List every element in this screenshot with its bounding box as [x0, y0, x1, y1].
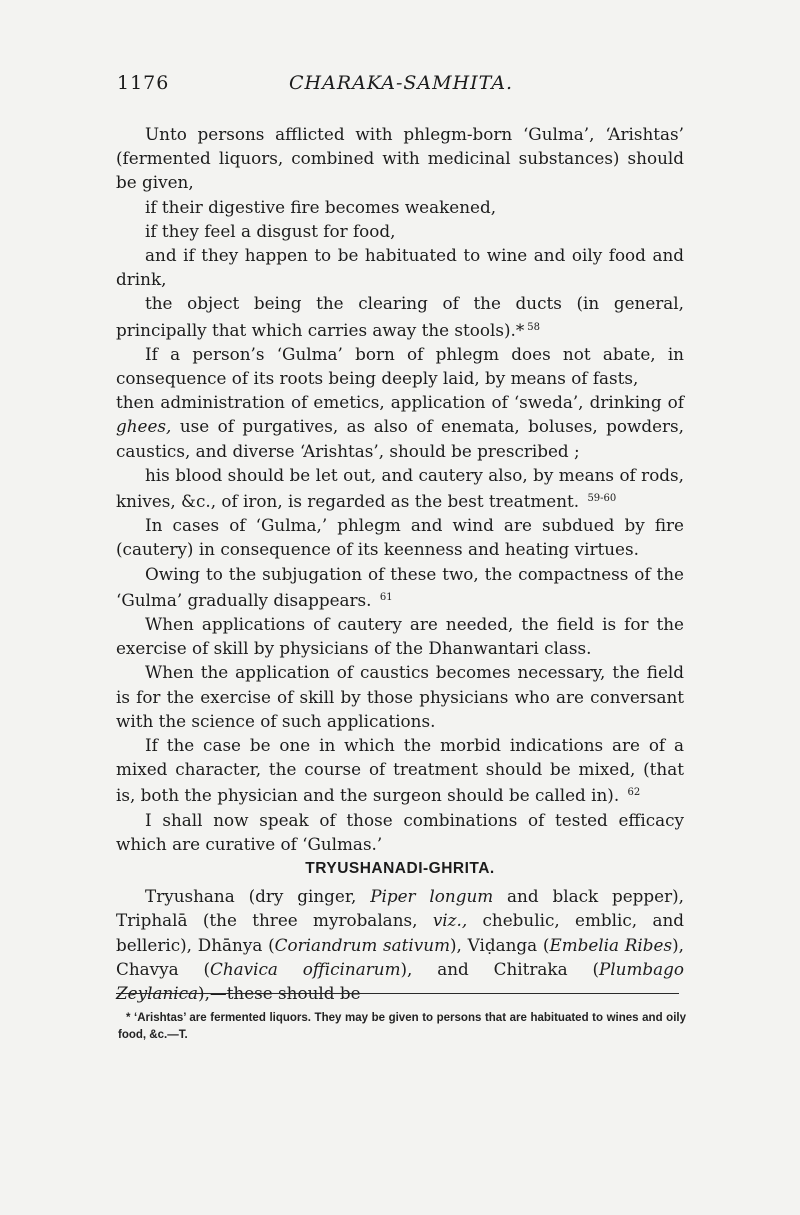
- paragraph-text: When the application of caustics becomes necessary, the field is for the exercise of skill by those physicians who are conversant with the science of such applications.: [116, 662, 684, 731]
- italic-term: viz.,: [432, 910, 468, 931]
- paragraph-text: the object being the clearing of the ducts (in general, principally that which carries away the stools).*: [116, 293, 684, 340]
- paragraph-text: ), and Chitraka (: [400, 958, 600, 979]
- paragraph-text: use of purgatives, as also of enemata, boluses, powders, caustics, and diverse ‘Arishtas’, should be prescribed ;: [116, 416, 684, 461]
- paragraph-text: then administration of emetics, application of ‘sweda’, drinking of: [116, 392, 684, 413]
- paragraph-text: Owing to the subjugation of these two, the compactness of the ‘Gulma’ gradually disappears.: [116, 563, 684, 610]
- paragraph: [116, 195, 684, 219]
- page-number: 1176: [117, 72, 170, 94]
- paragraph-text: ), Viḍanga (: [449, 934, 550, 955]
- paragraph-text: I shall now speak of those combinations of tested efficacy which are curative of ‘Gulmas.’: [116, 809, 684, 854]
- paragraph: [116, 612, 684, 660]
- paragraph: [116, 562, 684, 612]
- paragraph: [116, 884, 684, 1005]
- italic-term: Piper longum: [370, 886, 494, 907]
- footnote-divider: [116, 993, 679, 994]
- running-title: CHARAKA-SAMHITA.: [289, 72, 514, 94]
- paragraph-text: and black pepper), Triphalā (the three myrobalans,: [116, 886, 684, 931]
- italic-term: ghees,: [116, 416, 172, 437]
- paragraph-text: if they feel a disgust for food,: [145, 220, 396, 241]
- main-text: [116, 122, 684, 1005]
- italic-term: Coriandrum sativum: [274, 934, 450, 955]
- italic-term: Plumbago Zeylanica: [116, 958, 684, 1003]
- paragraph: [116, 660, 684, 733]
- paragraph: [116, 513, 684, 561]
- paragraph-text: and if they happen to be habituated to wine and oily food and drink,: [116, 245, 684, 290]
- italic-term: Embelia Ribes: [549, 934, 673, 955]
- paragraph-text: Tryushana (dry ginger,: [145, 886, 371, 907]
- paragraph: [116, 342, 684, 390]
- paragraph-text: Unto persons afflicted with phlegm-born ‘Gulma’, ‘Arishtas’ (fermented liquors, combined with medicinal substances) should be given,: [116, 124, 684, 193]
- paragraph: [116, 808, 684, 856]
- verse-number: 61: [379, 591, 393, 603]
- paragraph-text: if their digestive fire becomes weakened,: [145, 196, 497, 217]
- paragraph: [116, 463, 684, 513]
- paragraph: [116, 243, 684, 291]
- paragraph-text: If a person’s ‘Gulma’ born of phlegm does not abate, in consequence of its roots being deeply laid, by means of fasts,: [116, 343, 684, 389]
- verse-number: 62: [627, 787, 641, 799]
- italic-term: Chavica officinarum: [210, 958, 401, 979]
- section-heading: TRYUSHANADI-GHRITA.: [305, 860, 495, 878]
- paragraph-text: ),—these should be: [198, 982, 361, 1003]
- verse-number: 59-60: [587, 493, 617, 505]
- paragraph: [116, 390, 684, 463]
- paragraph-text: chebulic, emblic, and belleric), Dhānya (: [116, 910, 685, 955]
- page-header: [117, 72, 682, 98]
- paragraph: [116, 291, 684, 341]
- verse-number: 58: [527, 321, 540, 333]
- paragraph: [116, 219, 684, 243]
- paragraph: [116, 733, 684, 808]
- paragraph-text: In cases of ‘Gulma,’ phlegm and wind are subdued by fire (cautery) in consequence of its keenness and heating virtues.: [116, 515, 684, 560]
- paragraph-text: his blood should be let out, and cautery also, by means of rods, knives, &c., of iron, is regarded as the best treatment.: [116, 464, 684, 512]
- paragraph: [116, 122, 684, 195]
- paragraph-text: When applications of cautery are needed, the field is for the exercise of skill by physicians of the Dhanwantari class.: [116, 614, 684, 659]
- paragraph-text: ), Chavya (: [116, 934, 684, 979]
- paragraph-text: If the case be one in which the morbid indications are of a mixed character, the course of treatment should be mixed, (that is, both the physician and the surgeon should be called in).: [116, 735, 684, 806]
- footnote: * ‘Arishtas’ are fermented liquors. They may be given to persons that are habituated to wines and oily food, &c.—T.: [118, 1012, 686, 1041]
